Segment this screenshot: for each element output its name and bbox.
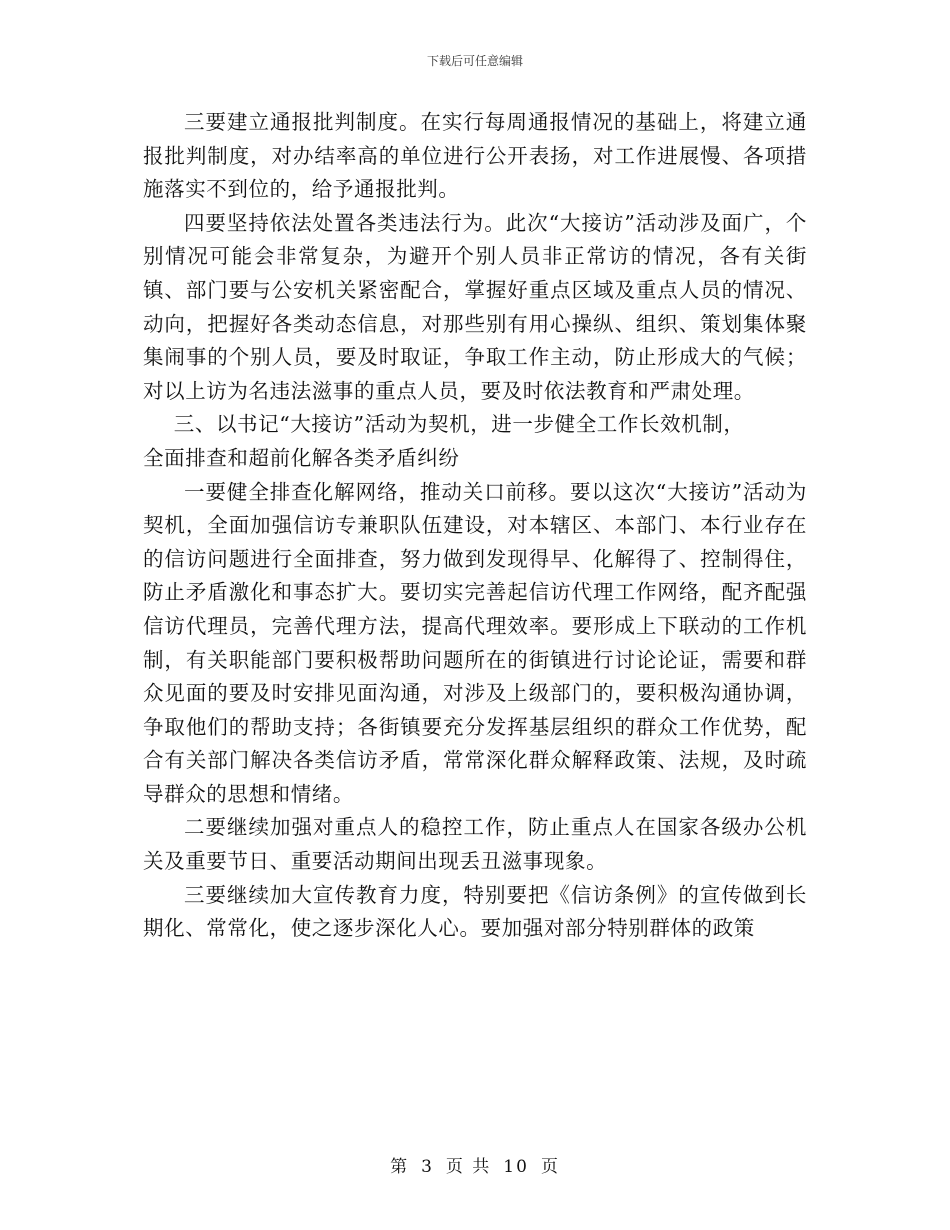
footer-current-page: 3 <box>421 1157 434 1177</box>
paragraph-4: 二要继续加强对重点人的稳控工作，防止重点人在国家各级办公机关及重要节日、重要活动期间出现丢丑滋事现象。 <box>143 815 807 874</box>
section-heading-line-2: 全面排查和超前化解各类矛盾纠纷 <box>143 445 460 470</box>
footer-middle: 页 共 <box>445 1157 492 1177</box>
page-header <box>0 52 950 69</box>
paragraph-2: 四要坚持依法处置各类违法行为。此次“大接访”活动涉及面广，个别情况可能会非常复杂，为避开个别人员非正常访的情况，各有关街镇、部门要与公安机关紧密配合，掌握好重点区域及重点人员的情况、动向，把握好各类动态信息，对那些别有用心操纵、组织、策划集体聚集闹事的个别人员，要及时取证，争取工作主动，防止形成大的气候；对以上访为名违法滋事的重点人员，要及时依法教育和严肃处理。 <box>143 210 807 403</box>
paragraph-5: 三要继续加大宣传教育力度，特别要把《信访条例》的宣传做到长期化、常常化，使之逐步深化人心。要加强对部分特别群体的政策 <box>143 882 807 941</box>
footer-total-pages: 10 <box>503 1157 529 1177</box>
section-heading <box>143 408 807 475</box>
document-body <box>143 106 807 946</box>
page-footer <box>0 1152 950 1177</box>
footer-prefix: 第 <box>390 1157 410 1177</box>
footer-suffix: 页 <box>540 1157 560 1177</box>
section-heading-line-1: 三、以书记“大接访”活动为契机，进一步健全工作长效机制， <box>173 412 745 437</box>
paragraph-1: 三要建立通报批判制度。在实行每周通报情况的基础上，将建立通报批判制度，对办结率高的单位进行公开表扬，对工作进展慢、各项措施落实不到位的，给予通报批判。 <box>143 110 807 202</box>
header-text: 下载后可任意编辑 <box>426 54 523 68</box>
paragraph-3: 一要健全排查化解网络，推动关口前移。要以这次“大接访”活动为契机，全面加强信访专兼职队伍建设，对本辖区、本部门、本行业存在的信访问题进行全面排查，努力做到发现得早、化解得了、控制得住，防止矛盾激化和事态扩大。要切实完善起信访代理工作网络，配齐配强信访代理员，完善代理方法，提高代理效率。要形成上下联动的工作机制，有关职能部门要积极帮助问题所在的街镇进行讨论论证，需要和群众见面的要及时安排见面沟通，对涉及上级部门的，要积极沟通协调，争取他们的帮助支持；各街镇要充分发挥基层组织的群众工作优势，配合有关部门解决各类信访矛盾，常常深化群众解释政策、法规，及时疏导群众的思想和情绪。 <box>143 479 807 806</box>
